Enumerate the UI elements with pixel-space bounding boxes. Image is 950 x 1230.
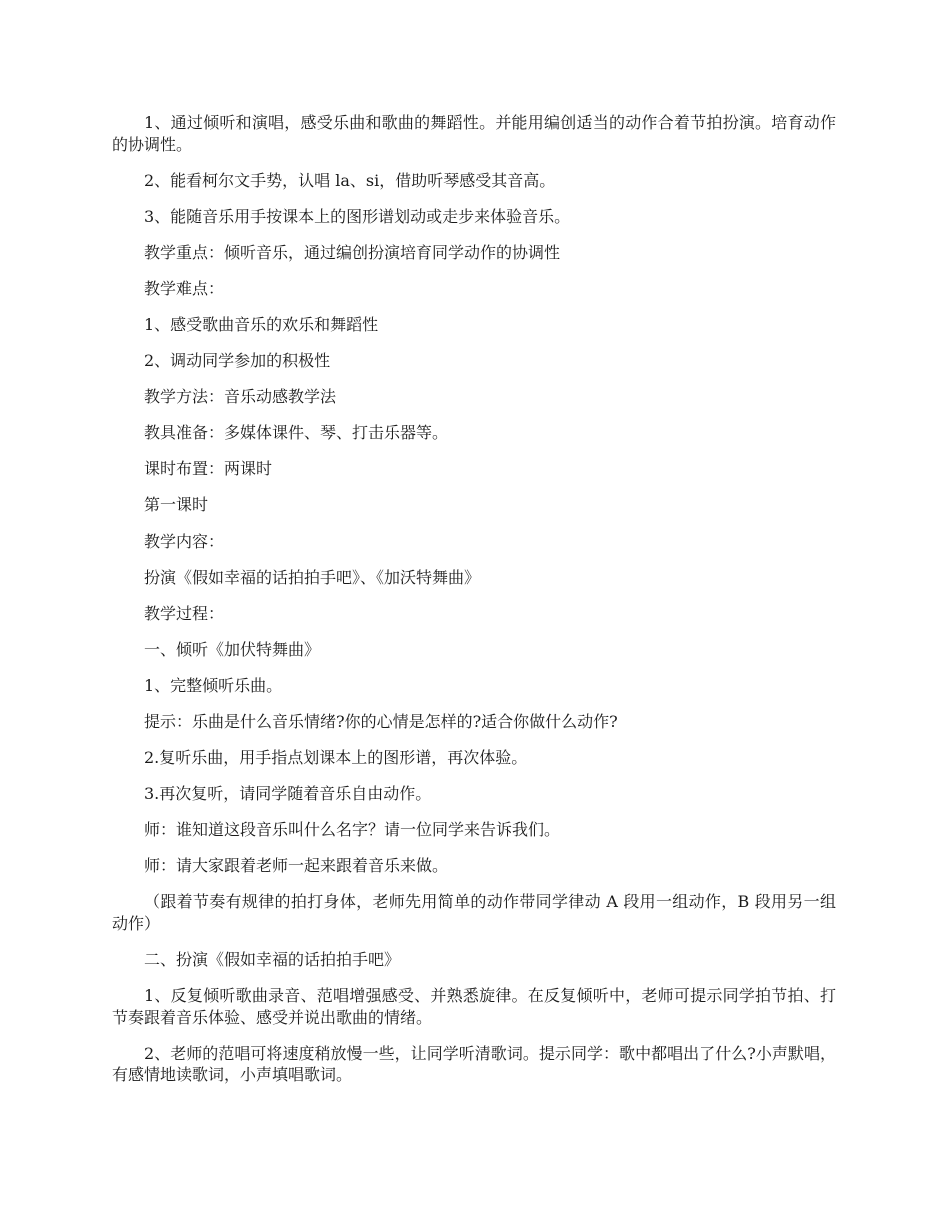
teaching-method: 教学方法：音乐动感教学法 — [144, 387, 337, 407]
teacher-question: 师：谁知道这段音乐叫什么名字？请一位同学来告诉我们。 — [144, 820, 561, 840]
lesson-arrangement: 课时布置：两课时 — [144, 459, 273, 479]
document-body — [112, 112, 836, 1100]
step-1-3: 3.再次复听，请同学随着音乐自由动作。 — [144, 784, 432, 804]
step-1-1: 1、完整倾听乐曲。 — [144, 675, 283, 695]
step-2-2: 2、老师的范唱可将速度稍放慢一些，让同学听清歌词。提示同学：歌中都唱出了什么?小声默唱，有感情地读歌词，小声填唱歌词。 — [112, 1043, 836, 1085]
hint-paragraph: 提示：乐曲是什么音乐情绪?你的心情是怎样的?适合你做什么动作? — [144, 712, 618, 731]
teaching-difficulty-heading: 教学难点： — [144, 278, 225, 298]
first-lesson-heading: 第一课时 — [144, 495, 209, 515]
teaching-materials: 教具准备：多媒体课件、琴、打击乐器等。 — [144, 423, 449, 443]
difficulty-item-1: 1、感受歌曲音乐的欢乐和舞蹈性 — [144, 314, 379, 334]
objective-2: 2、能看柯尔文手势，认唱 la、si，借助听琴感受其音高。 — [144, 170, 556, 190]
teaching-process-heading: 教学过程： — [144, 603, 225, 623]
step-1-2: 2.复听乐曲，用手指点划课本上的图形谱，再次体验。 — [144, 748, 528, 768]
teaching-content-heading: 教学内容： — [144, 531, 225, 551]
section-1-heading: 一、倾听《加伏特舞曲》 — [144, 639, 321, 659]
teacher-instruction: 师：请大家跟着老师一起来跟着音乐来做。 — [144, 856, 449, 876]
teaching-content: 扮演《假如幸福的话拍拍手吧》、《加沃特舞曲》 — [144, 567, 481, 587]
difficulty-item-2: 2、调动同学参加的积极性 — [144, 351, 331, 371]
section-2-heading: 二、扮演《假如幸福的话拍拍手吧》 — [144, 950, 401, 970]
objective-3: 3、能随音乐用手按课本上的图形谱划动或走步来体验音乐。 — [144, 206, 571, 226]
rhythm-note: （跟着节奏有规律的拍打身体，老师先用简单的动作带同学律动 A 段用一组动作，B 段用另一组动作） — [112, 892, 836, 933]
step-2-1: 1、反复倾听歌曲录音、范唱增强感受、并熟悉旋律。在反复倾听中，老师可提示同学拍节拍、打节奏跟着音乐体验、感受并说出歌曲的情绪。 — [112, 986, 836, 1027]
teaching-focus: 教学重点：倾听音乐，通过编创扮演培育同学动作的协调性 — [144, 242, 561, 262]
objective-1: 1、通过倾听和演唱，感受乐曲和歌曲的舞蹈性。并能用编创适当的动作合着节拍扮演。培育动作的协调性。 — [112, 113, 836, 154]
